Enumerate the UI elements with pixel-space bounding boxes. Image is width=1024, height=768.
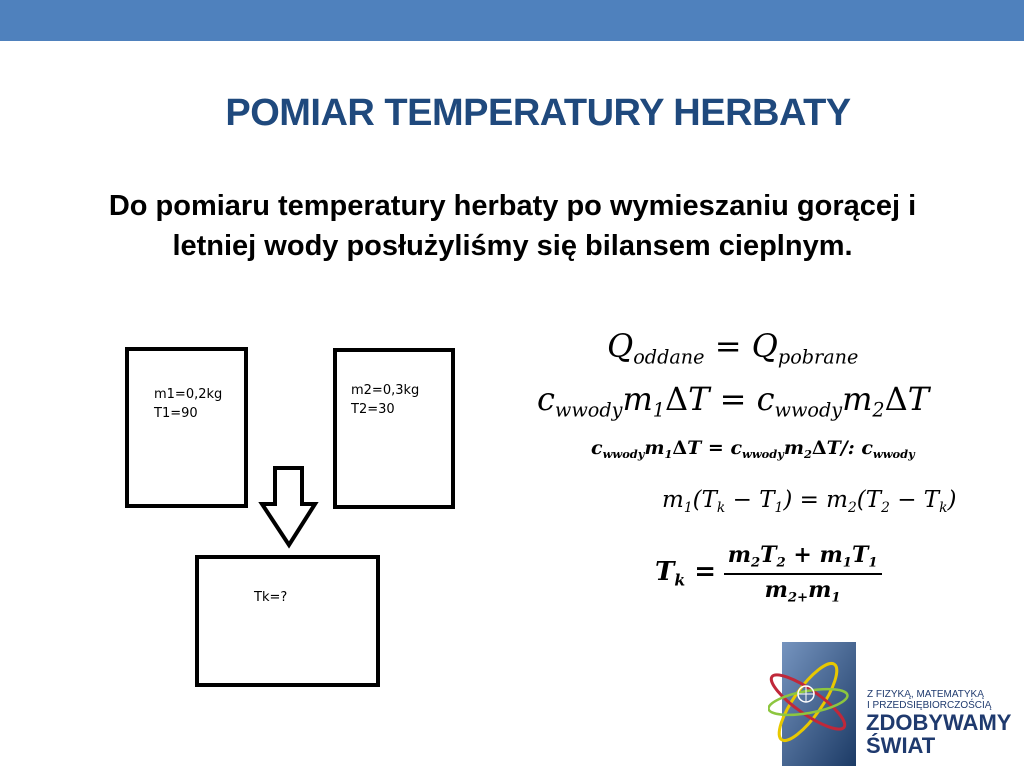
slide-paragraph: Do pomiaru temperatury herbaty po wymieszaniu gorącej i letniej wody posłużyliśmy się bilansem cieplnym.	[108, 190, 917, 262]
logo-brand-1: ZDOBYWAMY	[866, 710, 1012, 735]
top-accent-bar	[0, 0, 1024, 41]
equation-result: $T_k$ = $\frac{m_2T_2 + m_1T_1}{m_{2+}m_1}$	[655, 542, 882, 605]
down-arrow-icon	[258, 465, 322, 549]
box2-mass: m2=0,3kg	[351, 383, 420, 398]
equation-divide: $c_{wwody}m_1\Delta T = c_{wwody}m_2\Delta T/$: $c_{wwody}$	[591, 437, 915, 461]
equation-heat-expanded: $c_{wwody}m_1\Delta T = c_{wwody}m_2\Delta T$	[537, 380, 930, 422]
box2-text	[351, 381, 419, 419]
equation-temperatures: $m_1(T_k - T_1) = m_2(T_2 - T_k)$	[662, 487, 957, 516]
box2-temp: T2=30	[351, 402, 395, 417]
project-logo-icon	[768, 624, 868, 768]
slide-title: POMIAR TEMPERATURY HERBATY	[225, 92, 851, 134]
result-box	[195, 555, 380, 687]
box1-text	[154, 385, 222, 423]
result-fraction: $\frac{m_2T_2 + m_1T_1}{m_{2+}m_1}$	[724, 542, 882, 605]
logo-brand-2: ŚWIAT	[866, 733, 936, 758]
result-label: Tk=?	[254, 590, 288, 605]
logo-tagline-1: Z FIZYKĄ, MATEMATYKĄ	[867, 689, 984, 700]
equation-heat-balance: $Q_{oddane} = Q_{pobrane}$	[607, 327, 859, 369]
water-box-2	[333, 348, 455, 509]
box1-mass: m1=0,2kg	[154, 387, 223, 402]
logo-tagline-2: I PRZEDSIĘBIORCZOŚCIĄ	[867, 700, 992, 711]
box1-temp: T1=90	[154, 406, 198, 421]
water-box-1	[125, 347, 248, 508]
